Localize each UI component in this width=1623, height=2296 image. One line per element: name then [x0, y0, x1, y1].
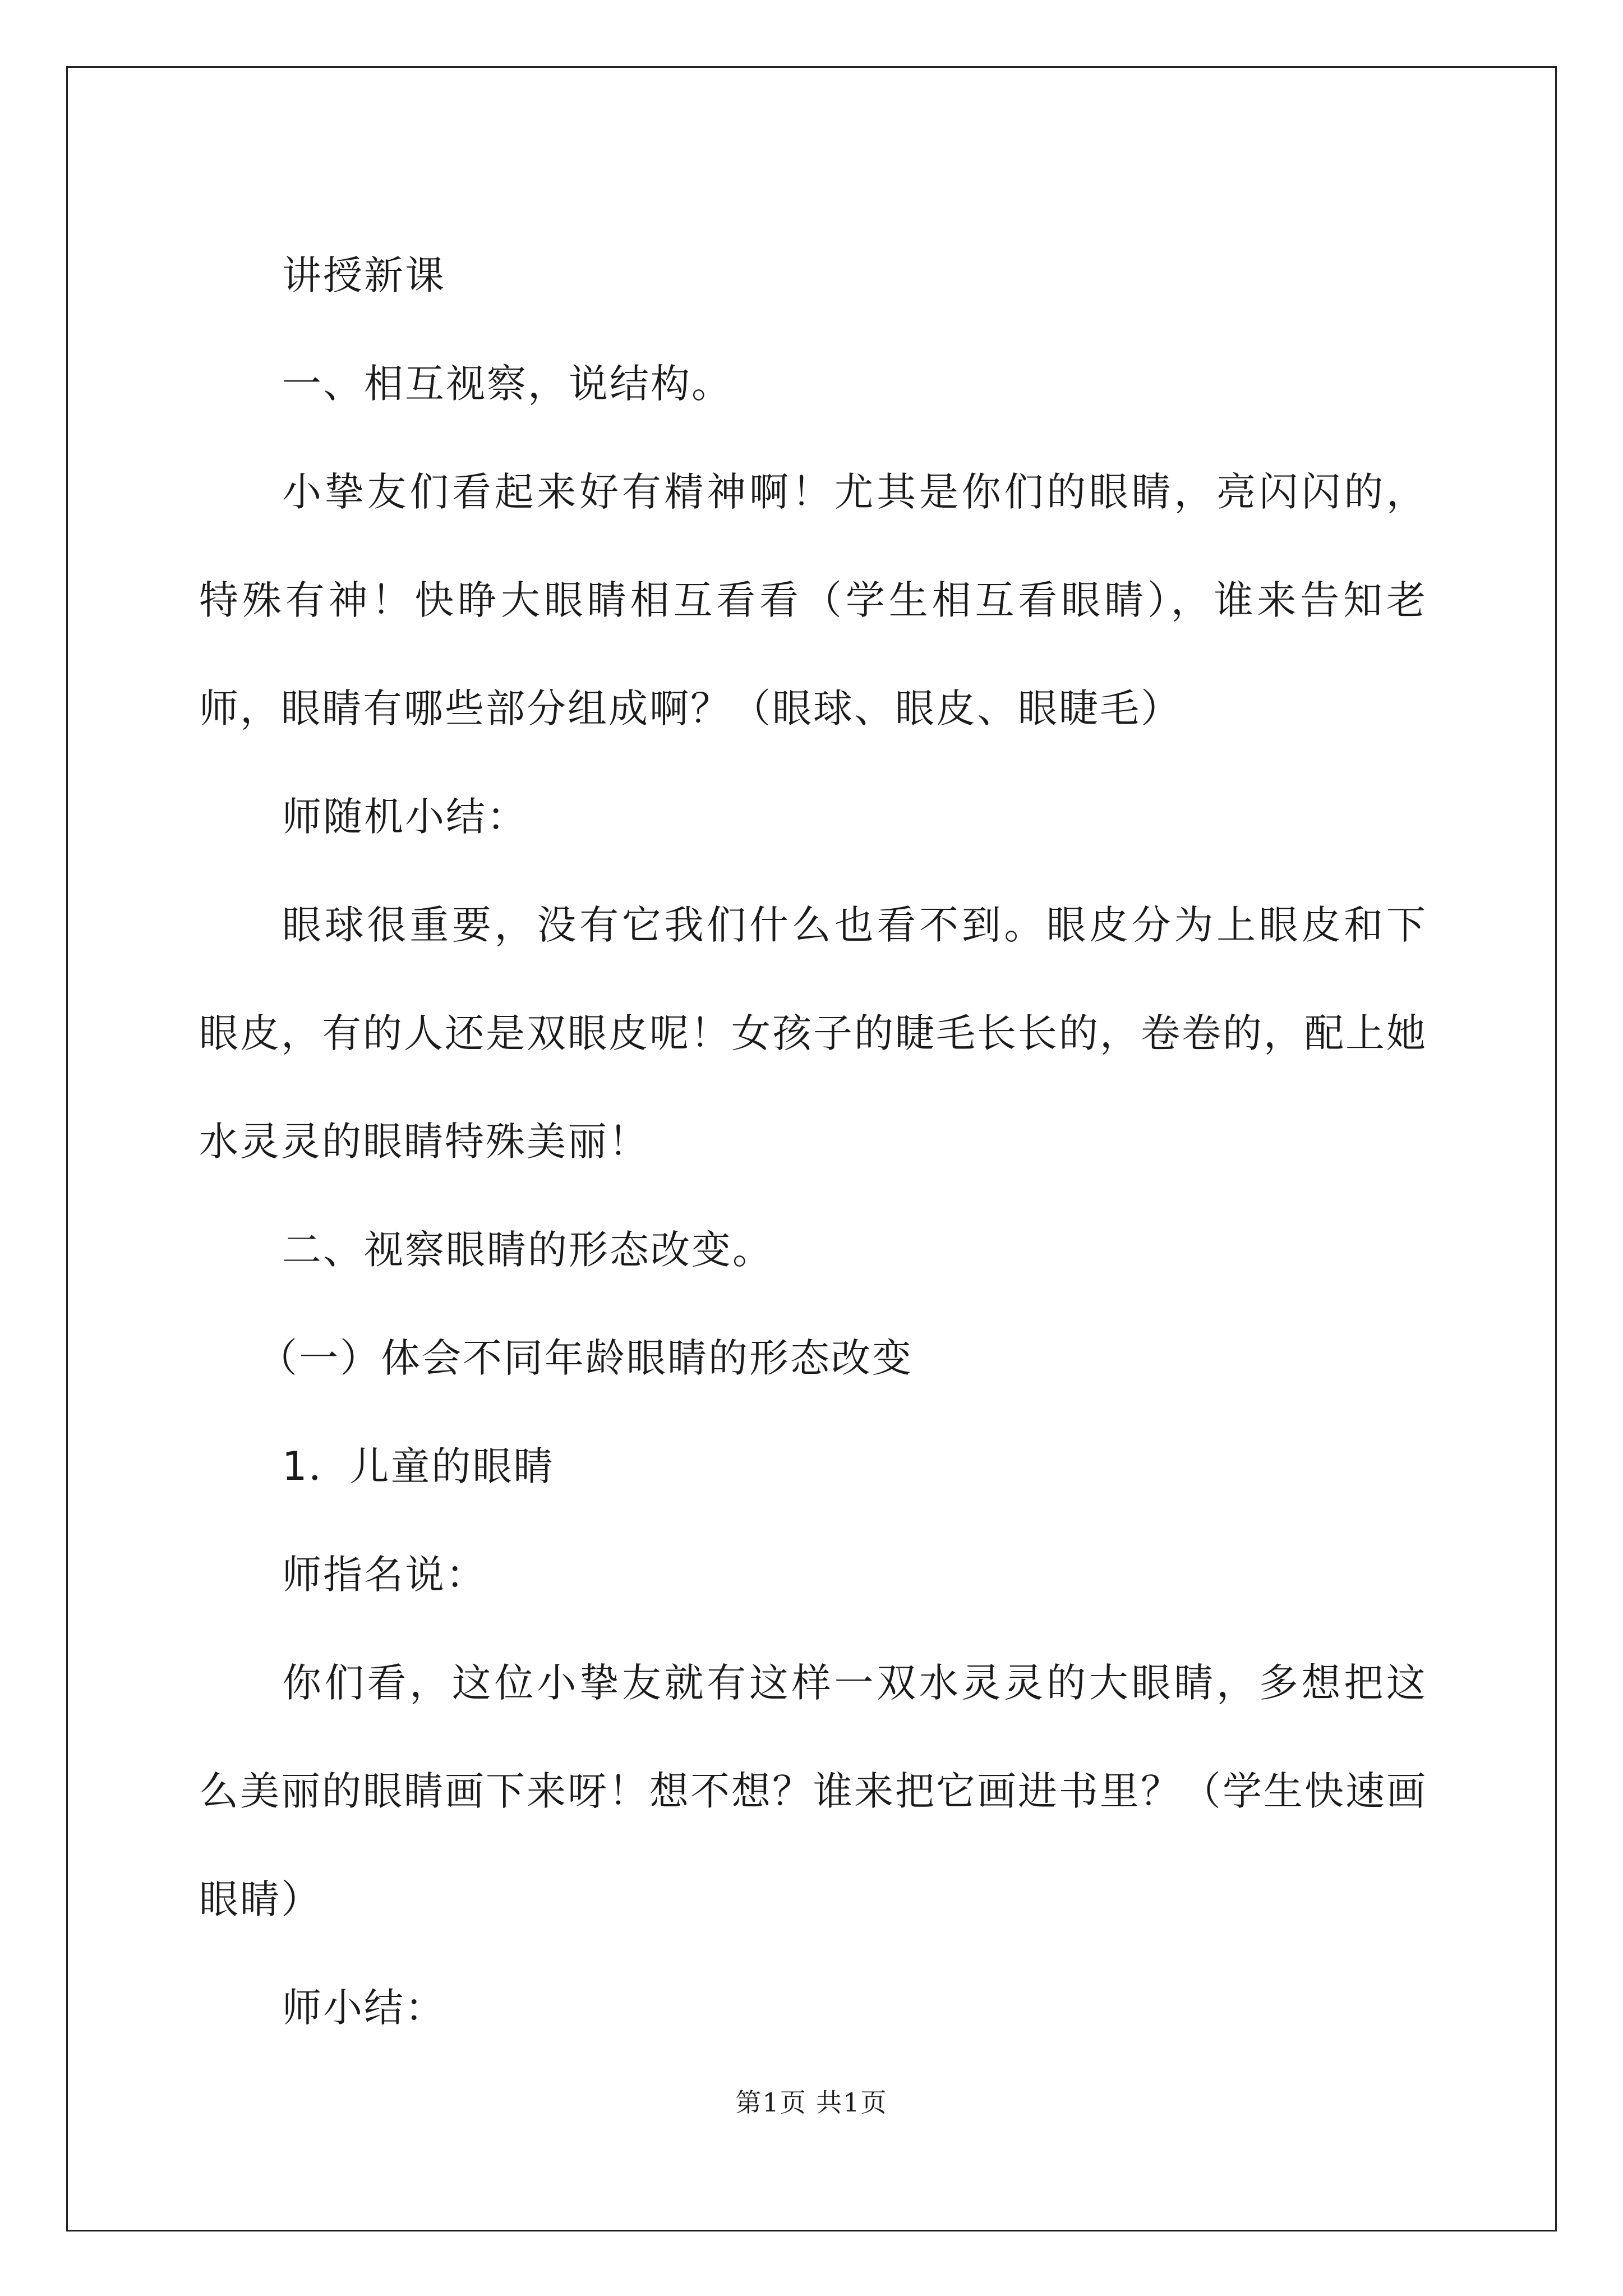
- paragraph: 讲授新课: [282, 252, 446, 298]
- paragraph: 你们看，这位小挚友就有这样一双水灵灵的大眼睛，多想把这么美丽的眼睛画下来呀！想不想？谁来把它画进书里？（学生快速画眼睛）: [199, 1660, 1427, 1922]
- paragraph: 师指名说：: [282, 1552, 487, 1598]
- paragraph: 师随机小结：: [282, 794, 528, 840]
- paragraph: 一、相互视察，说结构。: [282, 361, 732, 407]
- paragraph: 师小结：: [282, 1985, 446, 2031]
- paragraph: 1．儿童的眼睛: [282, 1443, 555, 1489]
- document-body: [199, 222, 1427, 2062]
- paragraph: 二、视察眼睛的形态改变。: [282, 1227, 773, 1273]
- paragraph: 小挚友们看起来好有精神啊！尤其是你们的眼睛，亮闪闪的，特殊有神！快睁大眼睛相互看看（学生相互看眼睛），谁来告知老师，眼睛有哪些部分组成啊？（眼球、眼皮、眼睫毛）: [199, 469, 1427, 731]
- page-number-footer: 第1页 共1页: [735, 2087, 888, 2118]
- paragraph: 眼球很重要，没有它我们什么也看不到。眼皮分为上眼皮和下眼皮，有的人还是双眼皮呢！女孩子的睫毛长长的，卷卷的，配上她水灵灵的眼睛特殊美丽！: [199, 902, 1427, 1165]
- paragraph: （一）体会不同年龄眼睛的形态改变: [258, 1335, 913, 1381]
